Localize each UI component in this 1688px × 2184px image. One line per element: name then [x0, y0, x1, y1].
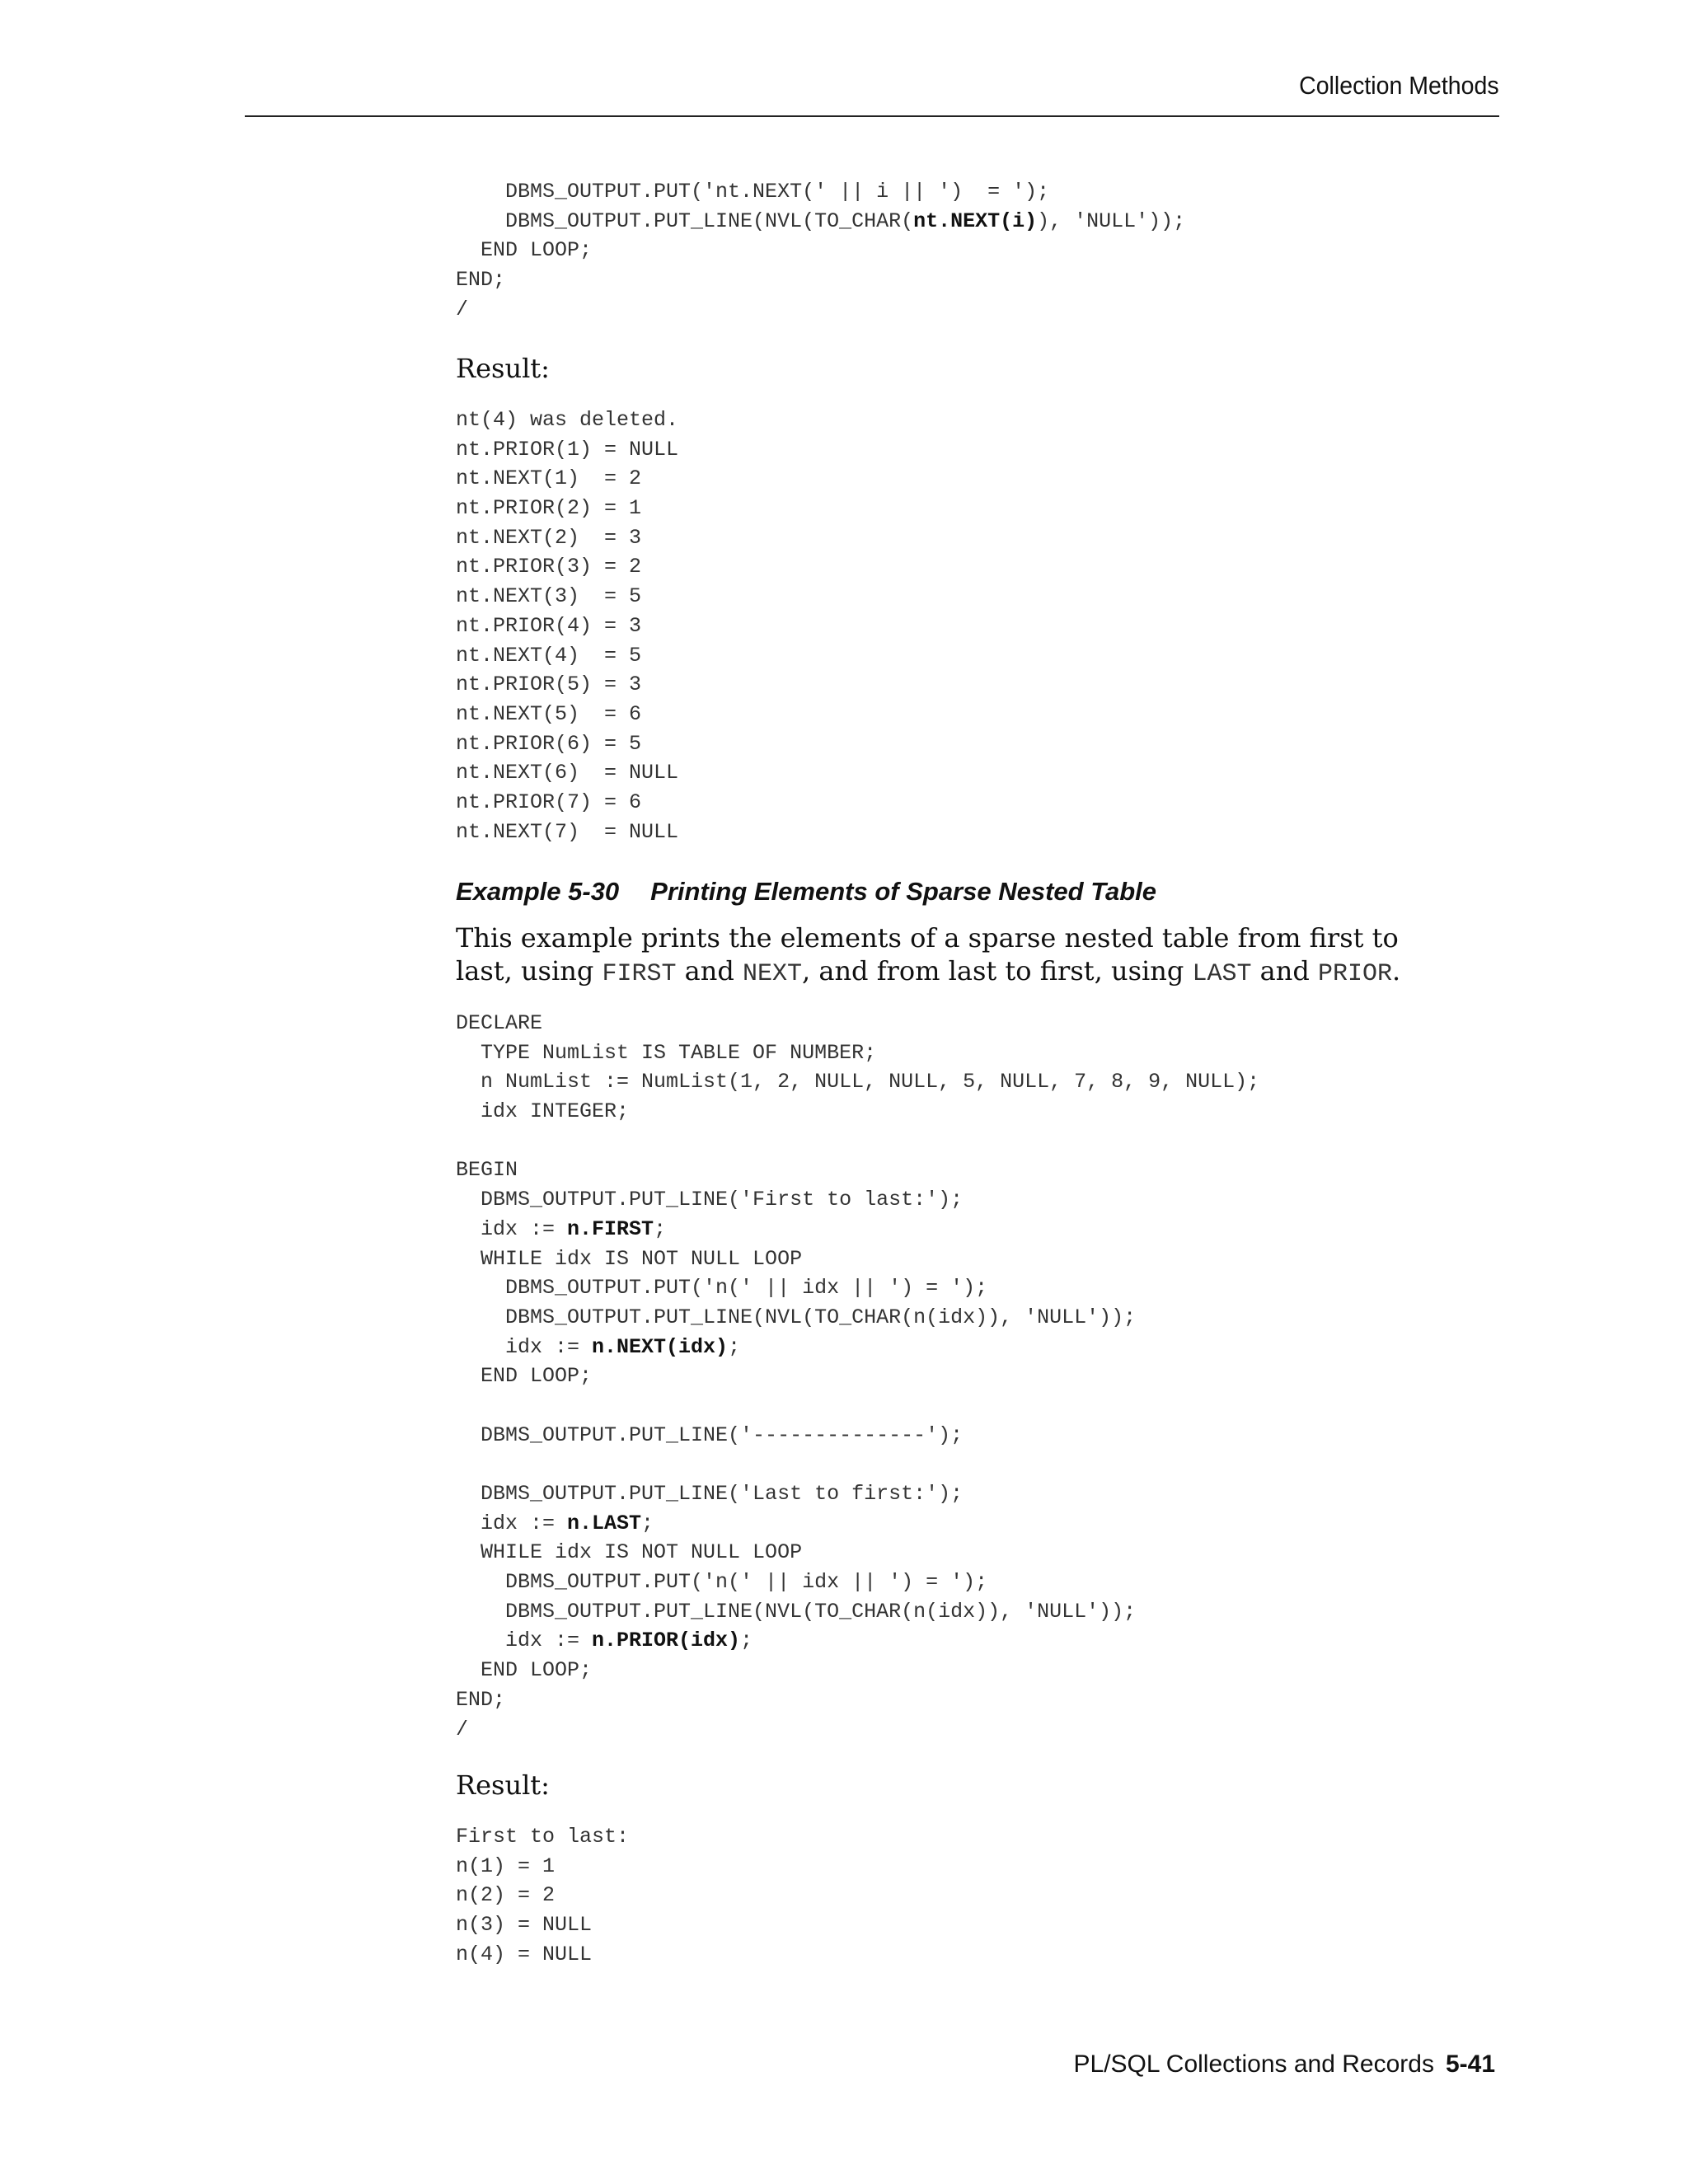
output-line: n(4) = NULL [456, 1942, 593, 1966]
header-rule [245, 115, 1499, 117]
code-line: idx := n.NEXT(idx); [456, 1334, 741, 1359]
code-line: DBMS_OUTPUT.PUT('n(' || idx || ') = '); [456, 1276, 988, 1301]
output-line: n(1) = 1 [456, 1854, 556, 1878]
code-line: / [456, 1717, 469, 1741]
code-line: END; [456, 268, 506, 293]
code-line: END LOOP; [456, 238, 593, 263]
output-line: nt.NEXT(3) = 5 [456, 584, 642, 609]
code-line: DECLARE [456, 1011, 543, 1035]
output-line: nt.NEXT(6) = NULL [456, 761, 679, 785]
inline-code: FIRST [602, 960, 677, 988]
footer-title: PL/SQL Collections and Records [1073, 2050, 1434, 2078]
running-header: Collection Methods [1299, 71, 1499, 100]
code-line: idx INTEGER; [456, 1099, 630, 1124]
output-line: nt.PRIOR(6) = 5 [456, 731, 642, 756]
code-blank-line [456, 1450, 1259, 1479]
code-line: / [456, 297, 469, 321]
output-line: nt.PRIOR(2) = 1 [456, 496, 642, 521]
code-line: DBMS_OUTPUT.PUT_LINE('--------------'); [456, 1422, 964, 1447]
code-line: END; [456, 1687, 506, 1712]
output-line: nt.PRIOR(7) = 6 [456, 790, 642, 814]
code-line: END LOOP; [456, 1364, 593, 1389]
example-caption [456, 877, 1156, 907]
output-line: nt.NEXT(2) = 3 [456, 525, 642, 550]
code-highlight: n.PRIOR(idx) [592, 1629, 741, 1653]
code-highlight: nt.NEXT(i) [913, 209, 1038, 233]
code-line: DBMS_OUTPUT.PUT_LINE('First to last:'); [456, 1188, 964, 1212]
output-line: First to last: [456, 1825, 630, 1849]
code-line: n NumList := NumList(1, 2, NULL, NULL, 5, NULL, 7, 8, 9, NULL); [456, 1070, 1260, 1094]
output-line: nt(4) was deleted. [456, 408, 679, 432]
code-line: DBMS_OUTPUT.PUT('nt.NEXT(' || i || ') = '); [456, 180, 1050, 204]
code-line: idx := n.LAST; [456, 1511, 654, 1535]
example-number: Example 5-30 [456, 877, 620, 906]
code-line: WHILE idx IS NOT NULL LOOP [456, 1246, 803, 1271]
result-output-block [456, 1822, 629, 1969]
example-title: Printing Elements of Sparse Nested Table [650, 877, 1157, 906]
code-line: WHILE idx IS NOT NULL LOOP [456, 1540, 803, 1565]
code-highlight: n.NEXT(idx) [592, 1334, 729, 1359]
code-blank-line [456, 1391, 1259, 1421]
code-block-example [456, 1009, 1259, 1744]
output-line: nt.PRIOR(3) = 2 [456, 555, 642, 579]
output-line: nt.PRIOR(4) = 3 [456, 613, 642, 638]
output-line: nt.NEXT(5) = 6 [456, 701, 642, 726]
result-label: Result: [456, 1769, 550, 1801]
output-line: nt.NEXT(4) = 5 [456, 643, 642, 668]
example-description: This example prints the elements of a sparse nested table from first to last, using FIRST and NEXT, and from last to first, using LAST and PRIOR. [456, 922, 1401, 988]
output-line: n(2) = 2 [456, 1883, 556, 1908]
code-line: idx := n.PRIOR(idx); [456, 1629, 753, 1653]
inline-code: PRIOR [1318, 960, 1393, 988]
result-output-block [456, 405, 678, 846]
code-line: DBMS_OUTPUT.PUT_LINE(NVL(TO_CHAR(nt.NEXT(i)), 'NULL')); [456, 209, 1186, 233]
code-highlight: n.LAST [567, 1511, 642, 1535]
code-highlight: n.FIRST [567, 1216, 654, 1241]
code-line: DBMS_OUTPUT.PUT_LINE('Last to first:'); [456, 1482, 964, 1506]
output-line: nt.NEXT(1) = 2 [456, 466, 642, 491]
page-number: 5-41 [1445, 2050, 1495, 2078]
code-line: BEGIN [456, 1158, 518, 1183]
code-line: DBMS_OUTPUT.PUT_LINE(NVL(TO_CHAR(n(idx)), 'NULL')); [456, 1599, 1137, 1624]
code-line: END LOOP; [456, 1658, 593, 1683]
code-block-continued [456, 177, 1185, 324]
code-line: DBMS_OUTPUT.PUT('n(' || idx || ') = '); [456, 1570, 988, 1595]
output-line: nt.NEXT(7) = NULL [456, 819, 679, 844]
inline-code: NEXT [743, 960, 803, 988]
output-line: n(3) = NULL [456, 1913, 593, 1938]
code-blank-line [456, 1127, 1259, 1156]
code-line: idx := n.FIRST; [456, 1216, 667, 1241]
result-label: Result: [456, 353, 550, 384]
output-line: nt.PRIOR(1) = NULL [456, 437, 679, 462]
inline-code: LAST [1192, 960, 1252, 988]
code-line: TYPE NumList IS TABLE OF NUMBER; [456, 1040, 877, 1065]
code-line: DBMS_OUTPUT.PUT_LINE(NVL(TO_CHAR(n(idx)), 'NULL')); [456, 1305, 1137, 1329]
page-footer [1074, 2050, 1496, 2079]
output-line: nt.PRIOR(5) = 3 [456, 673, 642, 697]
